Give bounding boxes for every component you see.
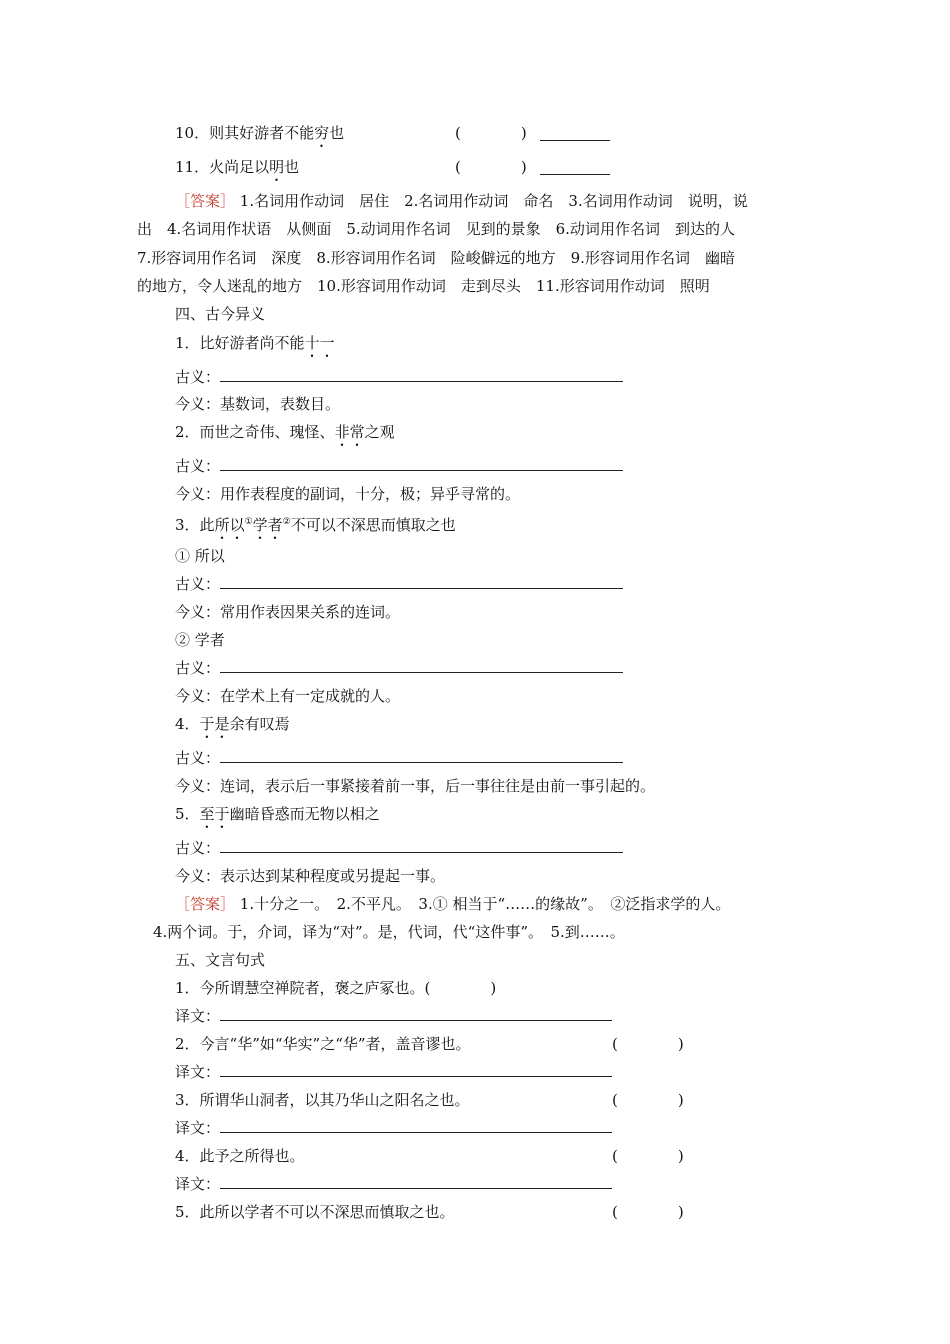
- section-heading: 四、古今异义: [175, 305, 266, 323]
- sentence-1: 1．今所谓慧空禅院者，褒之庐冢也。( ): [175, 979, 497, 997]
- answer-line: [137, 248, 735, 268]
- question-number: 10．: [175, 124, 210, 142]
- answer-blank[interactable]: [220, 748, 623, 763]
- sentence-5: 5．此所以学者不可以不深思而慎取之也。: [175, 1203, 455, 1221]
- answer-blank[interactable]: [220, 574, 623, 589]
- item-2: 2．而世之奇伟、瑰怪、非常之观: [175, 423, 395, 441]
- answer-tag: ［答案］: [175, 192, 236, 210]
- answer-line: [137, 219, 735, 239]
- dotted-word: 十一: [304, 334, 335, 352]
- answer-line: [175, 191, 748, 211]
- section-heading: 五、文言句式: [175, 951, 266, 969]
- answer-parenthesis: ( ): [455, 158, 527, 176]
- translation-row: 译文：: [175, 1006, 612, 1026]
- answer-parenthesis: ( ): [612, 1035, 684, 1053]
- answer-blank[interactable]: [220, 658, 623, 673]
- question-text: 也: [284, 158, 300, 176]
- answer-blank[interactable]: [540, 160, 610, 175]
- answer-blank[interactable]: [540, 126, 610, 141]
- answer-parenthesis: ( ): [455, 124, 527, 142]
- dotted-word: 穷: [314, 124, 330, 142]
- sentence-4: 4．此予之所得也。: [175, 1147, 305, 1165]
- item-5: 5．至于幽暗昏惑而无物以相之: [175, 805, 380, 823]
- answer-parenthesis: ( ): [612, 1091, 684, 1109]
- answer-text: 的地方，令人迷乱的地方 10.形容词用作动词 走到尽头 11.形容词用作动词 照明: [137, 277, 710, 295]
- answer-blank[interactable]: [220, 838, 623, 853]
- answer-text: 1.名词用作动词 居住 2.名词用作动词 命名 3.名词用作动词 说明，说: [235, 192, 748, 210]
- answer-text: 出 4.名词用作状语 从侧面 5.动词用作名词 见到的景象 6.动词用作名词 到达的人: [137, 220, 735, 238]
- answer-blank[interactable]: [220, 456, 623, 471]
- sentence-2: 2．今言“华”如“华实”之“华”者，盖音谬也。: [175, 1035, 471, 1053]
- question-text: 则其好游者不能: [209, 124, 315, 142]
- gu-yi-row: 古义：: [175, 658, 623, 678]
- sub-item-label: ① 所以: [175, 547, 225, 565]
- gu-yi-row: 古义：: [175, 456, 623, 476]
- item-4: 4．于是余有叹焉: [175, 715, 290, 733]
- answer-parenthesis: ( ): [424, 979, 497, 997]
- question-10: [175, 123, 344, 151]
- jin-yi-row: 今义：用作表程度的副词，十分，极；异乎寻常的。: [175, 485, 521, 503]
- answer-text: 7.形容词用作名词 深度 8.形容词用作名词 险峻僻远的地方 9.形容词用作名词 幽暗: [137, 249, 735, 267]
- sentence-3: 3．所谓华山洞者，以其乃华山之阳名之也。: [175, 1091, 470, 1109]
- answer-blank[interactable]: [220, 1062, 612, 1077]
- sub-item-label: ② 学者: [175, 631, 225, 649]
- answer-blank[interactable]: [220, 1006, 612, 1021]
- gu-yi-row: 古义：: [175, 838, 623, 858]
- answer-text: 1.十分之一。 2.不平凡。 3.① 相当于“……的缘故”。 ②泛指求学的人。: [235, 895, 731, 913]
- translation-row: 译文：: [175, 1062, 612, 1082]
- dotted-word: 非常: [334, 423, 365, 441]
- jin-yi-row: 今义：常用作表因果关系的连词。: [175, 603, 401, 621]
- question-text: 也: [329, 124, 345, 142]
- answer-parenthesis: ( ): [612, 1147, 684, 1165]
- dotted-word: 于是: [199, 715, 230, 733]
- dotted-word: 明: [269, 158, 285, 176]
- answer-tag: ［答案］: [175, 895, 236, 913]
- gu-yi-row: 古义：: [175, 574, 623, 594]
- jin-yi-row: 今义：基数词，表数目。: [175, 395, 341, 413]
- dotted-word: 所以: [214, 516, 245, 534]
- jin-yi-row: 今义：在学术上有一定成就的人。: [175, 687, 401, 705]
- dotted-word: 至于: [199, 805, 230, 823]
- translation-row: 译文：: [175, 1118, 612, 1138]
- answer-line: [153, 922, 625, 942]
- answer-blank[interactable]: [220, 1174, 612, 1189]
- gu-yi-row: 古义：: [175, 367, 623, 387]
- question-number: 11．: [175, 158, 210, 176]
- question-11: [175, 157, 299, 185]
- answer-line: [175, 894, 730, 914]
- translation-row: 译文：: [175, 1174, 612, 1194]
- answer-line: [137, 276, 710, 296]
- answer-blank[interactable]: [220, 1118, 612, 1133]
- jin-yi-row: 今义：表示达到某种程度或另提起一事。: [175, 867, 446, 885]
- jin-yi-row: 今义：连词，表示后一事紧接着前一事，后一事往往是由前一事引起的。: [175, 777, 656, 795]
- gu-yi-row: 古义：: [175, 748, 623, 768]
- item-3: 3．此所以①学者②不可以不深思而慎取之也: [175, 516, 456, 534]
- answer-text: 4.两个词。于，介词，译为“对”。是，代词，代“这件事”。 5.到……。: [153, 923, 625, 941]
- answer-parenthesis: ( ): [612, 1203, 684, 1221]
- answer-blank[interactable]: [220, 367, 623, 382]
- question-text: 火尚足以: [209, 158, 270, 176]
- dotted-word: 学者: [252, 516, 283, 534]
- item-1: 1．比好游者尚不能十一: [175, 334, 335, 352]
